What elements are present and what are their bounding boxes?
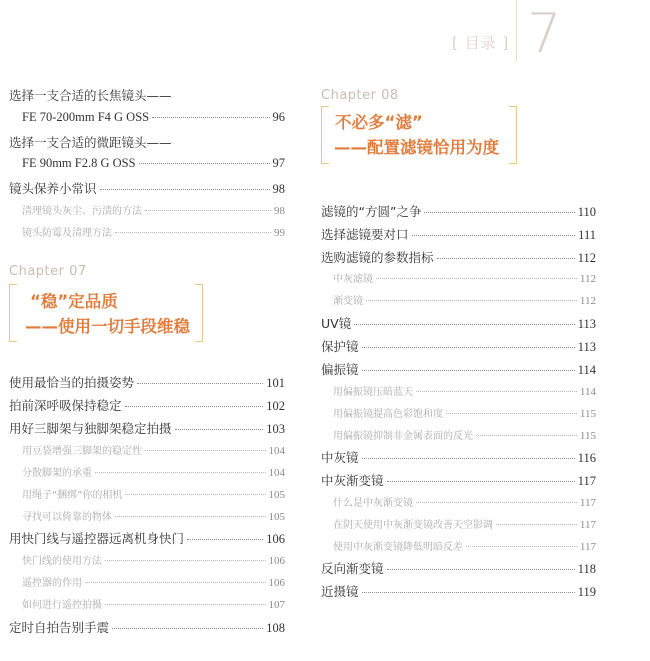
toc-subentry[interactable]: 渐变镜 112 <box>333 295 596 307</box>
chapter-07-title: “稳”定品质 <box>30 292 118 311</box>
toc-entry[interactable]: 选择一支合适的长焦镜头—— <box>9 88 172 103</box>
toc-subentry[interactable]: 用偏振镜提高色彩饱和度 115 <box>333 408 596 420</box>
bracket-right <box>509 106 517 164</box>
toc-entry[interactable]: 中灰渐变镜 117 <box>321 473 596 488</box>
chapter-08-title: 不必多“滤” <box>335 113 423 132</box>
toc-entry[interactable]: 选择一支合适的微距镜头—— <box>9 135 172 150</box>
toc-entry[interactable]: FE 90mm F2.8 G OSS 97 <box>22 156 285 170</box>
bracket-right <box>195 284 203 342</box>
toc-subentry[interactable]: 镜头防霉及清理方法 99 <box>22 227 285 239</box>
bracket-left <box>9 284 17 342</box>
toc-subentry[interactable]: 清理镜头灰尘、污渍的方法 98 <box>22 205 285 217</box>
toc-subentry[interactable]: 用绳子“捆绑”你的相机 105 <box>22 489 285 501</box>
chapter-07-title-box <box>9 284 203 342</box>
toc-entry[interactable]: 中灰镜 116 <box>321 450 596 465</box>
chapter-07-subtitle: ——使用一切手段维稳 <box>25 317 190 336</box>
toc-entry[interactable]: 滤镜的“方圆”之争 110 <box>321 204 596 219</box>
toc-entry[interactable]: 定时自拍告别手震 108 <box>9 620 285 635</box>
toc-entry[interactable]: 偏振镜 114 <box>321 362 596 377</box>
toc-entry[interactable]: UV镜 113 <box>321 316 596 331</box>
toc-entry[interactable]: 保护镜 113 <box>321 339 596 354</box>
toc-subentry[interactable]: 使用中灰渐变镜降低明暗反差 117 <box>333 541 596 553</box>
chapter-07-label: Chapter 07 <box>9 264 87 279</box>
chapter-08-subtitle: ——配置滤镜恰用为度 <box>334 138 499 157</box>
page-number: 7 <box>527 2 562 65</box>
chapter-08-label: Chapter 08 <box>321 88 399 103</box>
toc-entry[interactable]: 用快门线与遥控器远离机身快门 106 <box>9 531 285 546</box>
toc-subentry[interactable]: 用偏振镜压暗蓝天 114 <box>333 386 596 398</box>
toc-subentry[interactable]: 在阴天使用中灰渐变镜改善天空影调 117 <box>333 519 596 531</box>
toc-entry[interactable]: 拍前深呼吸保持稳定 102 <box>9 398 285 413</box>
bracket-left <box>321 106 329 164</box>
toc-subentry[interactable]: 中灰滤镜 112 <box>333 273 596 285</box>
toc-subentry[interactable]: 用豆袋增强三脚架的稳定性 104 <box>22 445 285 457</box>
toc-subentry[interactable]: 分散脚架的承重 104 <box>22 467 285 479</box>
toc-header-label: [ 目录 ] <box>452 34 510 52</box>
toc-entry[interactable]: 近摄镜 119 <box>321 584 596 599</box>
toc-entry[interactable]: 反向渐变镜 118 <box>321 561 596 576</box>
toc-entry[interactable]: 镜头保养小常识 98 <box>9 181 285 196</box>
toc-subentry[interactable]: 什么是中灰渐变镜 117 <box>333 497 596 509</box>
toc-entry[interactable]: 用好三脚架与独脚架稳定拍摄 103 <box>9 421 285 436</box>
toc-subentry[interactable]: 寻找可以倚靠的物体 105 <box>22 511 285 523</box>
toc-entry[interactable]: 选购滤镜的参数指标 112 <box>321 250 596 265</box>
header-divider <box>516 0 517 62</box>
toc-entry[interactable]: 使用最恰当的拍摄姿势 101 <box>9 375 285 390</box>
toc-subentry[interactable]: 遥控器的作用 106 <box>22 577 285 589</box>
toc-entry[interactable]: FE 70-200mm F4 G OSS 96 <box>22 110 285 124</box>
toc-subentry[interactable]: 用偏振镜抑制非金属表面的反光 115 <box>333 430 596 442</box>
toc-entry[interactable]: 选择滤镜要对口 111 <box>321 227 596 242</box>
chapter-08-title-box <box>321 106 517 164</box>
toc-subentry[interactable]: 快门线的使用方法 106 <box>22 555 285 567</box>
toc-subentry[interactable]: 如何进行遥控拍摄 107 <box>22 599 285 611</box>
